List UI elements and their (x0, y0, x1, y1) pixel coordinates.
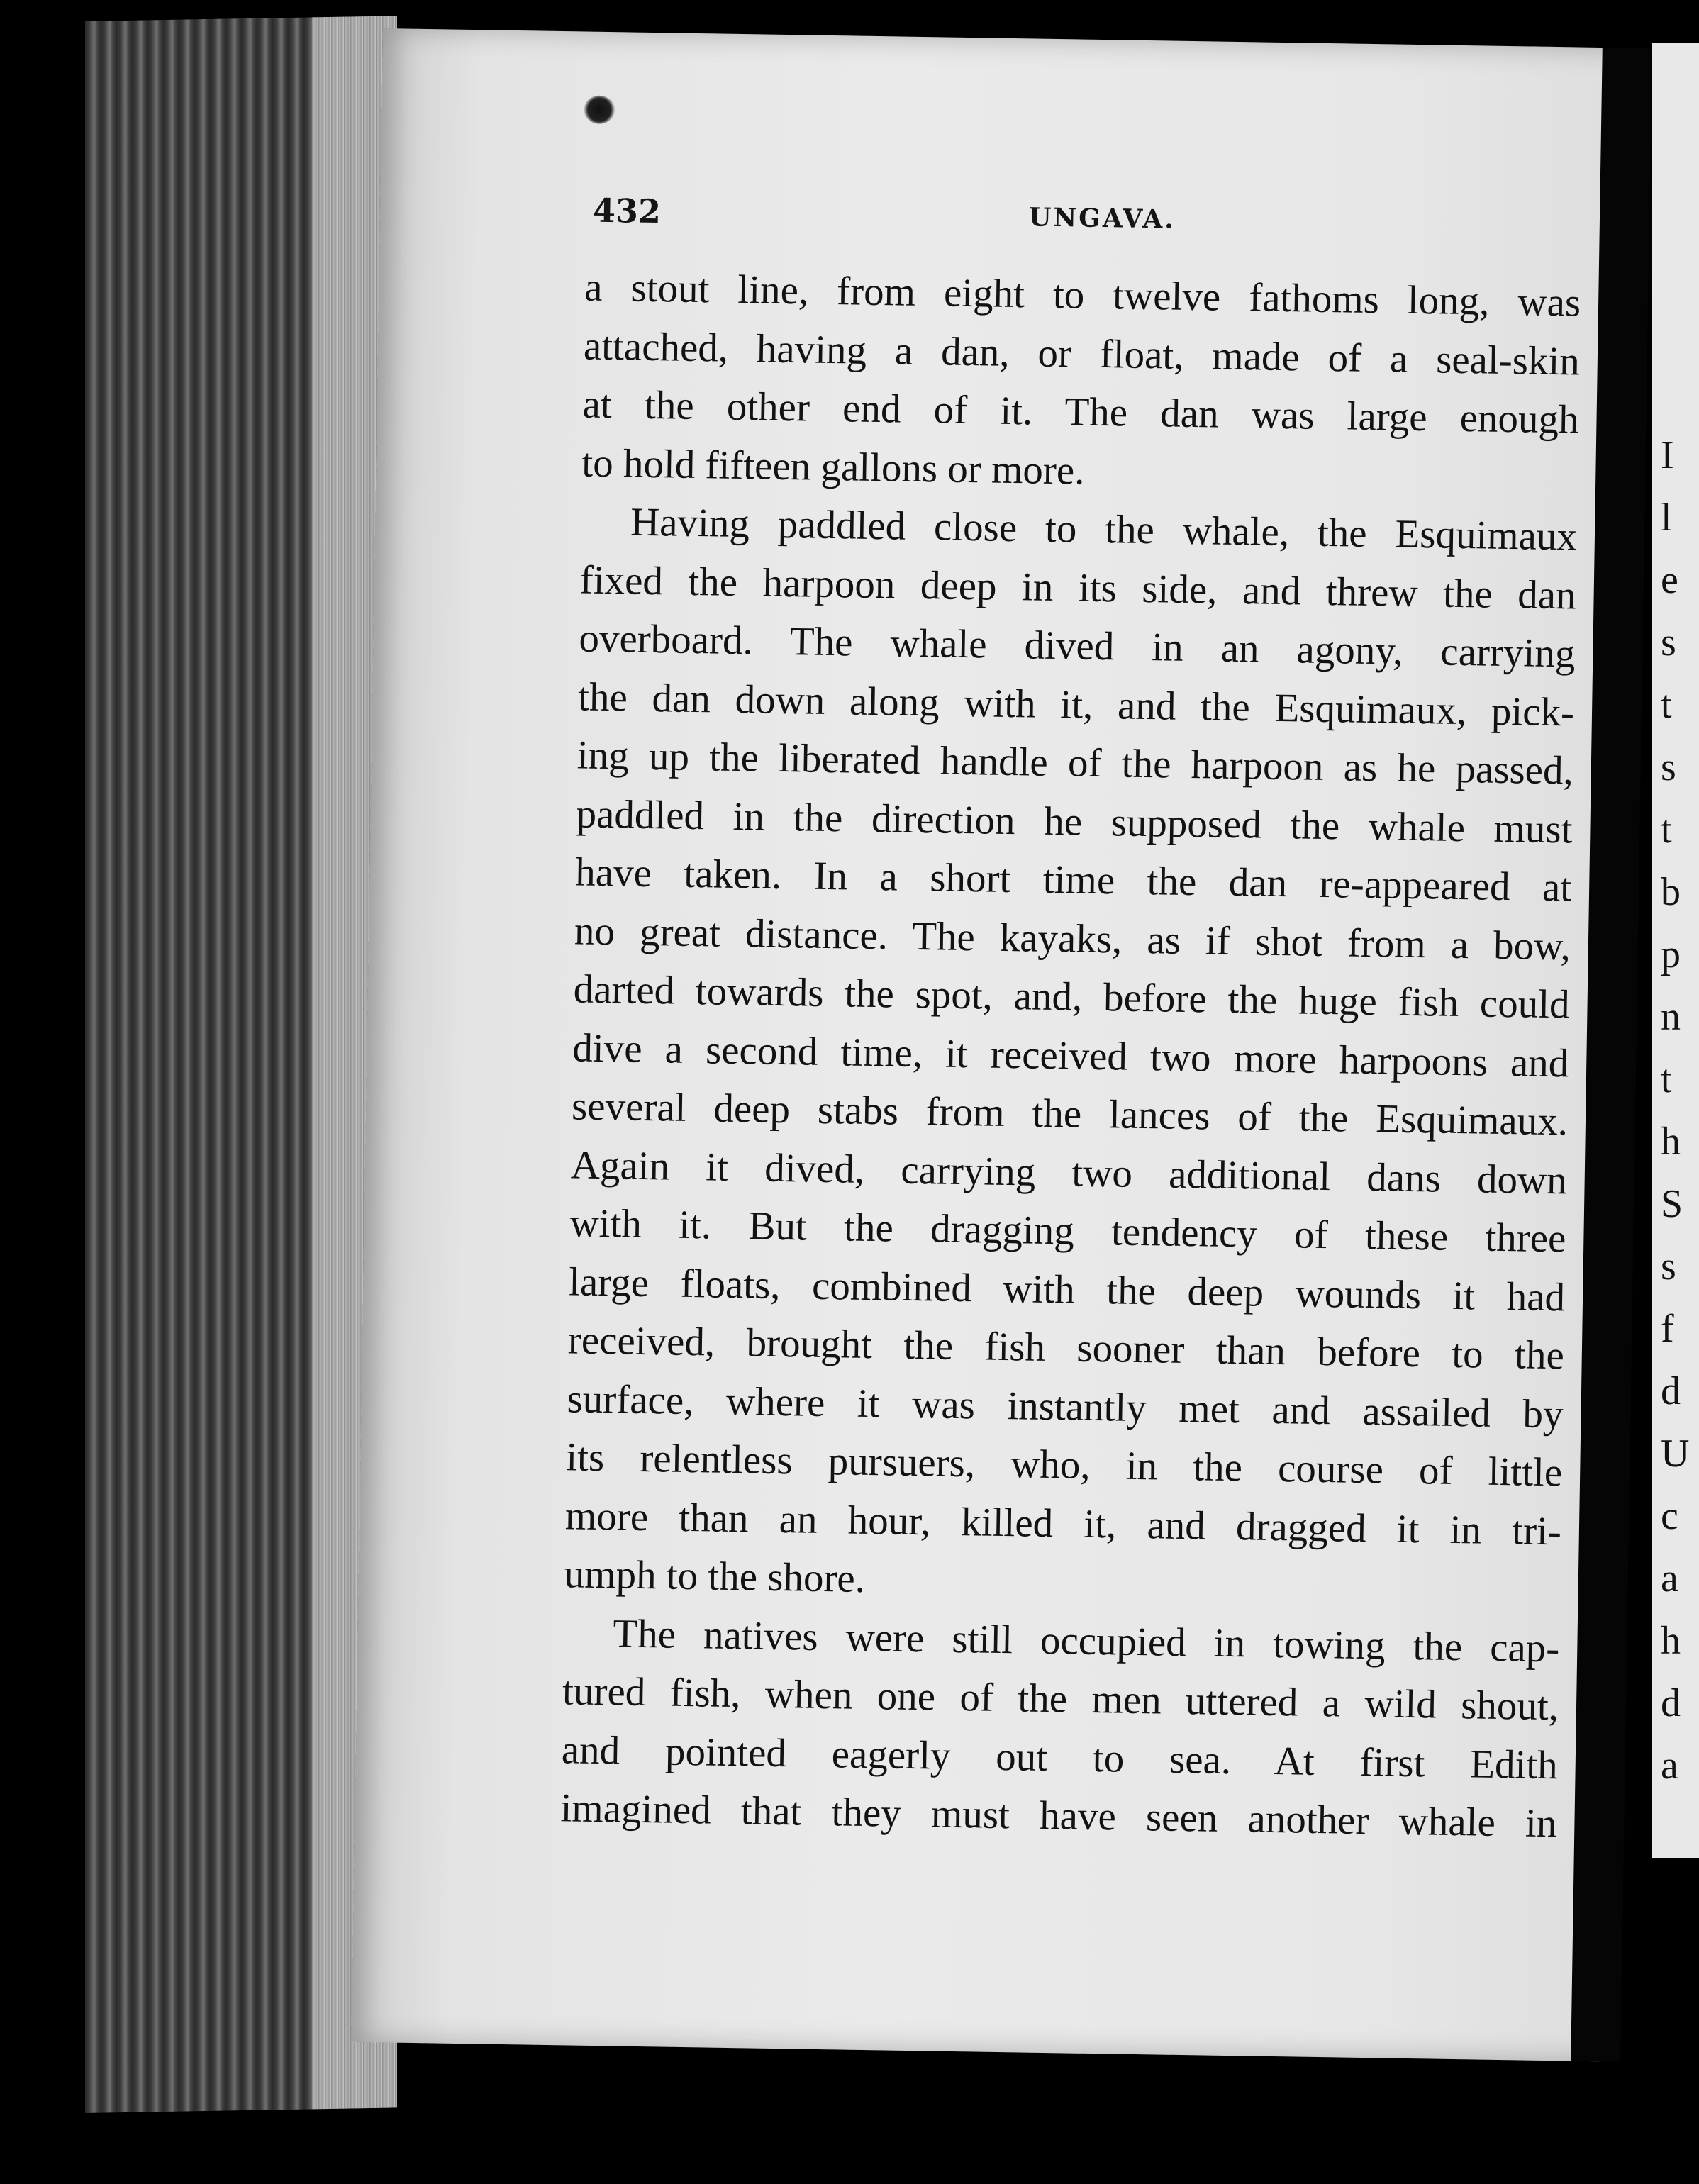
opposite-page-letter: s (1661, 745, 1676, 789)
opposite-page-letter: t (1661, 683, 1672, 727)
opposite-page-letter: t (1661, 1057, 1672, 1101)
text-line: paddled in the direction he supposed the whale must (576, 791, 1573, 852)
text-line: no great distance. The kayaks, as if shot from a bow, (574, 908, 1571, 969)
opposite-page-letter: f (1661, 1307, 1674, 1351)
text-line: ing up the liberated handle of the harpoon as he passed, (576, 732, 1574, 793)
running-title: UNGAVA. (1028, 202, 1176, 235)
opposite-page-letter: I (1661, 433, 1674, 477)
text-line: its relentless pursuers, who, in the course of little (565, 1434, 1563, 1495)
opposite-page-letter: d (1661, 1369, 1681, 1413)
opposite-page-letter: a (1661, 1744, 1678, 1788)
text-line: attached, having a dan, or float, made of a seal-skin (583, 323, 1581, 384)
opposite-page-letter: a (1661, 1556, 1678, 1600)
text-line: to hold fifteen gallons or more. (581, 440, 1085, 494)
text-line: large floats, combined with the deep wounds it had (568, 1259, 1566, 1320)
text-line: with it. But the dragging tendency of these three (569, 1200, 1566, 1261)
text-line: the dan down along with it, and the Esquimaux, pick- (577, 674, 1575, 735)
text-line: Again it dived, carrying two additional dans down (570, 1142, 1568, 1203)
text-line: more than an hour, killed it, and dragged it in tri- (564, 1493, 1562, 1554)
page-edges (85, 16, 397, 2113)
text-line: tured fish, when one of the men uttered a wild shout, (562, 1668, 1559, 1729)
opposite-page-letter: h (1661, 1120, 1681, 1164)
text-line: The natives were still occupied in towing the cap- (612, 1610, 1560, 1671)
body-text (560, 259, 1581, 1854)
text-line: at the other end of it. The dan was large enough (582, 381, 1580, 442)
opposite-page-letter: S (1661, 1182, 1683, 1226)
text-line: dive a second time, it received two more harpoons and (572, 1025, 1569, 1086)
text-line: Having paddled close to the whale, the Esquimaux (630, 499, 1578, 559)
opposite-page-edge (1652, 43, 1699, 1858)
text-line: umph to the shore. (564, 1551, 866, 1601)
opposite-page-letter: t (1661, 808, 1672, 852)
opposite-page-letter: b (1661, 870, 1681, 914)
text-line: have taken. In a short time the dan re-appeared at (574, 849, 1572, 910)
ink-blot (584, 95, 615, 124)
opposite-page-letter: U (1661, 1432, 1690, 1476)
opposite-page-letter: p (1661, 932, 1681, 976)
running-head (592, 191, 1586, 250)
opposite-page-letter: h (1661, 1619, 1681, 1663)
page-gutter-shadow (1571, 48, 1652, 2062)
text-line: imagined that they must have seen another whale in (560, 1785, 1557, 1846)
text-line: fixed the harpoon deep in its side, and threw the dan (579, 557, 1577, 618)
text-line: a stout line, from eight to twelve fathoms long, was (584, 264, 1581, 325)
text-line: and pointed eagerly out to sea. At first Edith (561, 1727, 1559, 1788)
text-line: overboard. The whale dived in an agony, carrying (579, 615, 1576, 676)
page-number: 432 (592, 191, 662, 231)
opposite-page-letter: c (1661, 1494, 1678, 1538)
opposite-page-letter: s (1661, 620, 1676, 664)
opposite-page-letter: n (1661, 995, 1681, 1039)
text-line: surface, where it was instantly met and assailed by (567, 1376, 1564, 1437)
text-line: darted towards the spot, and, before the huge fish could (573, 966, 1571, 1027)
text-line: received, brought the fish sooner than before to the (567, 1317, 1565, 1378)
book-page (351, 28, 1630, 2061)
opposite-page-letter: e (1661, 558, 1678, 602)
opposite-page-letter: s (1661, 1244, 1676, 1288)
opposite-page-letter: l (1661, 496, 1672, 540)
opposite-page-letter: d (1661, 1681, 1681, 1725)
text-line: several deep stabs from the lances of the Esquimaux. (571, 1083, 1569, 1144)
